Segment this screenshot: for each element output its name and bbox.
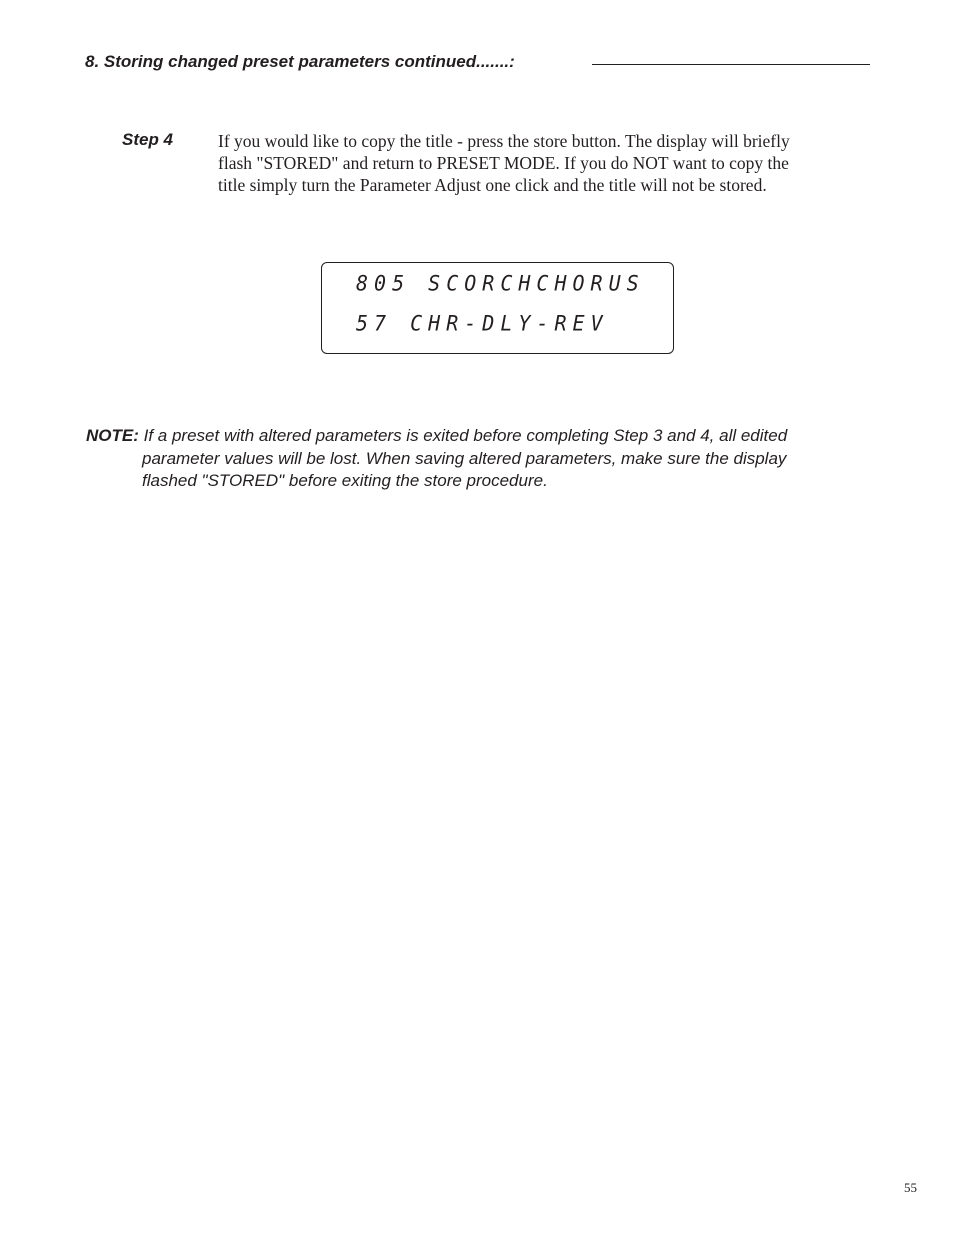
note-label: NOTE: (86, 426, 139, 445)
note-line: If a preset with altered parameters is exited before completing Step 3 and 4, all edited (143, 426, 788, 445)
title-rule (592, 64, 870, 65)
note-line: flashed "STORED" before exiting the store procedure. (142, 471, 548, 490)
lcd-display (321, 262, 674, 354)
step-line: If you would like to copy the title - press the store button. The display will briefly (218, 131, 790, 151)
note-line: parameter values will be lost. When saving altered parameters, make sure the display (142, 448, 787, 468)
note-block (86, 425, 886, 493)
page-number: 55 (904, 1180, 917, 1195)
lcd-line-preset: 805 SCORCHCHORUS (356, 270, 645, 296)
note-first-row (86, 425, 886, 448)
step-line: flash "STORED" and return to PRESET MODE. If you do NOT want to copy the (218, 153, 789, 173)
step-label: Step 4 (122, 130, 174, 149)
step-line: title simply turn the Parameter Adjust one click and the title will not be stored. (218, 175, 767, 195)
step-body (218, 130, 858, 196)
lcd-line-algorithm: 57 CHR-DLY-REV (356, 310, 609, 336)
section-title: 8. Storing changed preset parameters continued.......: (85, 52, 515, 71)
